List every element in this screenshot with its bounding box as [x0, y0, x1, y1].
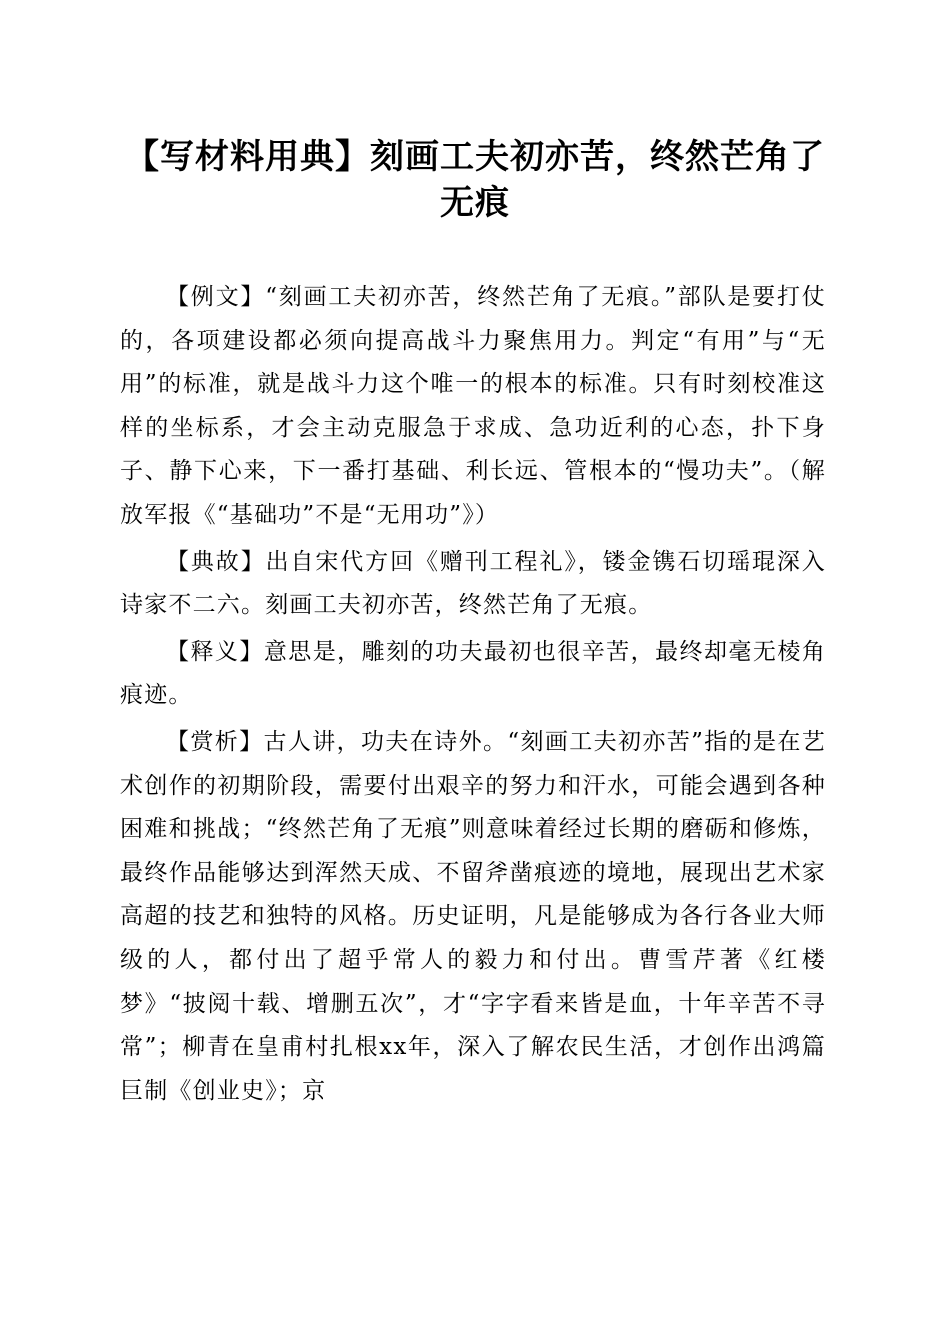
paragraph-appreciation: 【赏析】古人讲，功夫在诗外。“刻画工夫初亦苦”指的是在艺术创作的初期阶段，需要付出艰辛的努力和汗水，可能会遇到各种困难和挑战；“终然芒角了无痕”则意味着经过长期的磨砺和修炼，最终作品能够达到浑然天成、不留斧凿痕迹的境地，展现出艺术家高超的技艺和独特的风格。历史证明，凡是能够成为各行各业大师级的人，都付出了超乎常人的毅力和付出。曹雪芹著《红楼梦》“披阅十载、增删五次”，才“字字看来皆是血，十年辛苦不寻常”；柳青在皇甫村扎根xx年，深入了解农民生活，才创作出鸿篇巨制《创业史》；京 [120, 728, 826, 1104]
paragraph-allusion: 【典故】出自宋代方回《赠刊工程礼》，镂金镌石切瑶琨深入诗家不二六。刻画工夫初亦苦，终然芒角了无痕。 [120, 548, 826, 619]
document-body [120, 276, 826, 1116]
paragraph-meaning: 【释义】意思是，雕刻的功夫最初也很辛苦，最终却毫无棱角痕迹。 [120, 638, 826, 709]
paragraph-example: 【例文】“刻画工夫初亦苦，终然芒角了无痕。”部队是要打仗的，各项建设都必须向提高战斗力聚焦用力。判定“有用”与“无用”的标准，就是战斗力这个唯一的根本的标准。只有时刻校准这样的坐标系，才会主动克服急于求成、急功近利的心态，扑下身子、静下心来，下一番打基础、利长远、管根本的“慢功夫”。（解放军报《“基础功”不是“无用功”》） [120, 284, 826, 528]
document-title: 【写材料用典】刻画工夫初亦苦，终然芒角了无痕 [125, 137, 825, 223]
